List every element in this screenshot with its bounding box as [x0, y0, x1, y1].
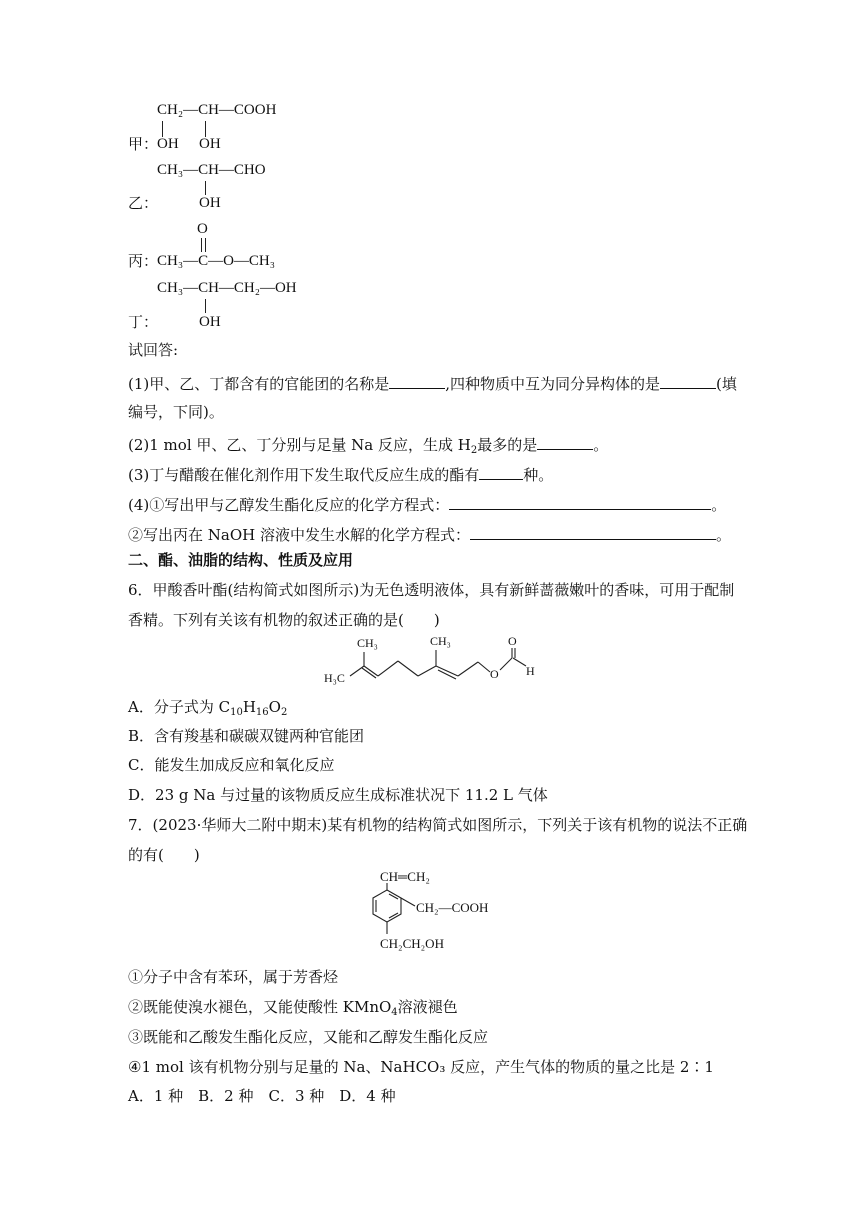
answer-blank-6[interactable]	[470, 525, 716, 540]
fig-vinyl: CH═CH₂	[380, 869, 430, 884]
fig-o-carbonyl: O	[508, 634, 517, 648]
q7-line-1: 7．(2023·华师大二附中期末)某有机物的结构简式如图所示，下列关于该有机物的说法不正确	[128, 816, 748, 834]
answer-blank-5[interactable]	[449, 495, 711, 510]
ding-formula-top: CH₃—CH—CH₂—OH	[157, 280, 297, 296]
fig-ch2ch2oh: CH₂CH₂OH	[380, 936, 444, 951]
q5-part1: (1)甲、乙、丁都含有的官能团的名称是 ,四种物质中互为同分异构体的是 (填	[128, 375, 737, 393]
q6-option-b: B．含有羧基和碳碳双键两种官能团	[128, 727, 365, 745]
yi-label: 乙：	[128, 194, 159, 212]
jia-oh-2: OH	[199, 136, 221, 152]
q6-option-a: A．分子式为 $C_{10}H_{16}O_2$	[128, 698, 288, 718]
fig-h3c: H₃C	[324, 671, 345, 685]
answer-blank-3[interactable]	[537, 435, 593, 450]
q7-options: A．1 种 B．2 种 C．3 种 D．4 种	[128, 1087, 396, 1105]
jia-bond-2	[205, 121, 206, 137]
q5-part2: (2)1 mol 甲、乙、丁分别与足量 Na 反应，生成 $H_2$最多的是 。	[128, 436, 609, 456]
q6-line-2: 香精。下列有关该有机物的叙述正确的是( )	[128, 611, 440, 629]
fig-o-ester: O	[490, 667, 499, 681]
bing-carbonyl-o: O	[197, 221, 208, 237]
fig-ch3-a: CH₃	[357, 636, 378, 650]
q7-statement-1: ①分子中含有苯环，属于芳香烃	[128, 968, 339, 986]
answer-blank-4[interactable]	[479, 465, 523, 480]
yi-bond	[205, 181, 206, 195]
section-heading: 二、酯、油脂的结构、性质及应用	[128, 551, 354, 569]
yi-oh: OH	[199, 195, 221, 211]
q7-statement-2: ②既能使溴水褪色，又能使酸性 KMnO$_4$溶液褪色	[128, 998, 458, 1018]
q6-option-c: C．能发生加成反应和氧化反应	[128, 756, 335, 774]
ding-label: 丁：	[128, 313, 159, 331]
jia-label: 甲：	[128, 135, 159, 153]
q7-line-2: 的有( )	[128, 846, 200, 864]
q6-option-d: D．23 g Na 与过量的该物质反应生成标准状况下 11.2 L 气体	[128, 786, 548, 804]
q7-statement-4: ④1 mol 该有机物分别与足量的 Na、NaHCO₃ 反应，产生气体的物质的量之比是 2∶1	[128, 1058, 714, 1076]
jia-oh-1: OH	[157, 136, 179, 152]
q5-intro: 试回答:	[128, 341, 179, 359]
q5-part4: (4)①写出甲与乙醇发生酯化反应的化学方程式： 。	[128, 496, 727, 514]
q7-statement-3: ③既能和乙酸发生酯化反应，又能和乙醇发生酯化反应	[128, 1028, 489, 1046]
jia-bond-1	[162, 121, 163, 137]
ding-oh: OH	[199, 314, 221, 330]
geranyl-formate-structure	[300, 628, 560, 690]
bing-double-bond-1	[201, 238, 202, 252]
q5-part5: ②写出丙在 NaOH 溶液中发生水解的化学方程式： 。	[128, 526, 732, 544]
bing-label: 丙：	[128, 252, 159, 270]
q5-part3: (3)丁与醋酸在催化剂作用下发生取代反应生成的酯有 种。	[128, 466, 554, 484]
answer-blank-2[interactable]	[660, 374, 716, 389]
ding-bond	[205, 299, 206, 313]
fig-h: H	[526, 664, 535, 678]
bing-formula: CH₃—C—O—CH₃	[157, 253, 275, 269]
fig-ch3-b: CH₃	[430, 634, 451, 648]
jia-formula-top: CH₂—CH—COOH	[157, 102, 277, 118]
q5-part1-cont: 编号，下同)。	[128, 403, 224, 421]
q6-line-1: 6．甲酸香叶酯(结构简式如图所示)为无色透明液体，具有新鲜蔷薇嫩叶的香味，可用于配制	[128, 581, 735, 599]
yi-formula-top: CH₃—CH—CHO	[157, 162, 266, 178]
fig-ch2-cooh: CH₂—COOH	[416, 900, 489, 915]
aromatic-compound-structure	[340, 866, 510, 964]
bing-double-bond-2	[205, 238, 206, 252]
answer-blank-1[interactable]	[389, 374, 445, 389]
